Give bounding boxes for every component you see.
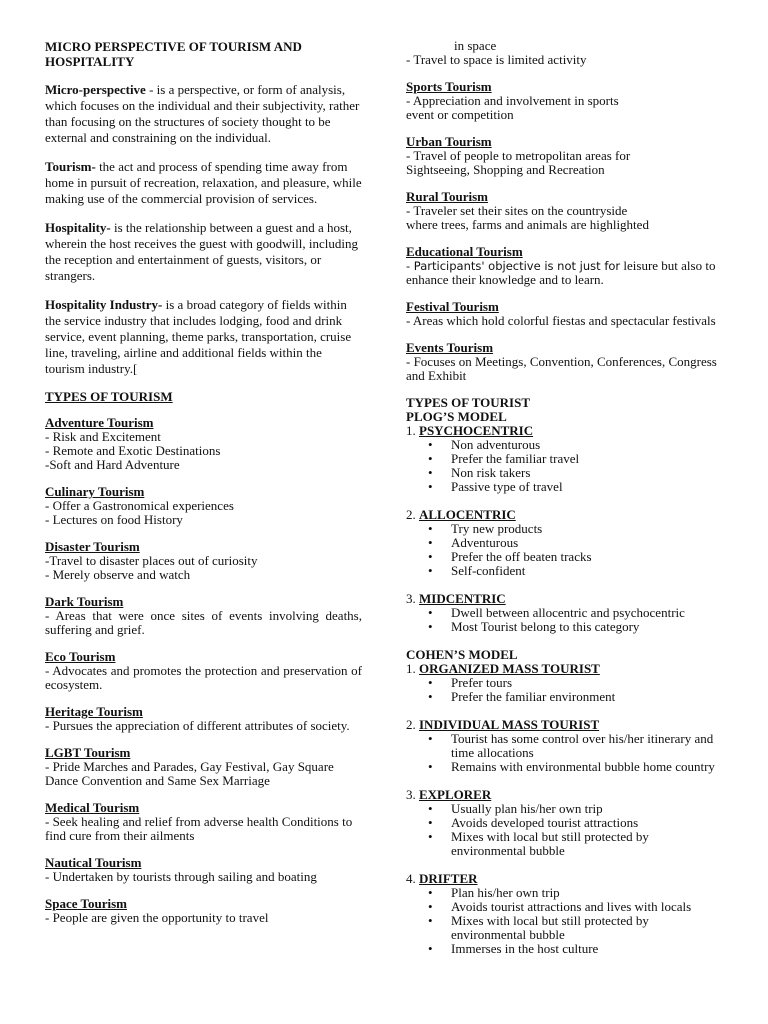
bullet-item: • Non adventurous [406, 438, 718, 452]
tourism-type-line-mixed [406, 259, 718, 273]
tourism-type-name: Urban Tourism [406, 134, 492, 149]
tourism-type-name: Eco Tourism [45, 649, 116, 664]
tourism-type-medical [45, 801, 362, 843]
tourism-type-name: Festival Tourism [406, 299, 499, 314]
group-name: ALLOCENTRIC [419, 507, 516, 522]
bullet-item: • Passive type of travel [406, 480, 718, 494]
bullet-item: • Remains with environmental bubble home country [406, 760, 718, 774]
tourism-type-nautical [45, 856, 362, 884]
group-name: PSYCHOCENTRIC [419, 423, 534, 438]
types-of-tourist-heading: TYPES OF TOURIST [406, 395, 531, 410]
tourism-type-dark [45, 595, 362, 637]
tourism-type-name: Educational Tourism [406, 244, 523, 259]
tourism-type-name: Sports Tourism [406, 79, 492, 94]
cohen-individual-mass-tourist [406, 718, 718, 774]
bullet-item: • Tourist has some control over his/her itinerary and time allocations [406, 732, 718, 760]
tourism-type-name: Nautical Tourism [45, 855, 142, 870]
bullet-item: • Usually plan his/her own trip [406, 802, 718, 816]
definition-text: is the relationship between a guest and a host, wherein the host receives the guest with goodwill, including the reception and entertainment of guests, visitors, or strangers. [45, 220, 359, 283]
bullet-list [406, 438, 718, 494]
tourism-type-heritage [45, 705, 362, 733]
group-name: EXPLORER [419, 787, 492, 802]
bullet-item: • Most Tourist belong to this category [406, 620, 718, 634]
bullet-item: • Prefer tours [406, 676, 718, 690]
bullet-item: • Non risk takers [406, 466, 718, 480]
definition-text: is a broad category of fields within the service industry that includes lodging, food and drink service, event planning, theme parks, transportation, cruise line, traveling, airline and additional fields within the tourism industry.[ [45, 297, 352, 376]
group-name: MIDCENTRIC [419, 591, 506, 606]
cohen-model-heading: COHEN’S MODEL [406, 647, 518, 662]
definition-tourism [45, 159, 362, 207]
tourism-type-line: - Travel of people to metropolitan areas for [406, 148, 631, 163]
tourism-type-line: -Travel to disaster places out of curiosity [45, 553, 258, 568]
definition-micro-perspective [45, 82, 362, 146]
tourism-type-line: - Offer a Gastronomical experiences [45, 498, 234, 513]
bullet-item: • Adventurous [406, 536, 718, 550]
tourism-type-line: - Seek healing and relief from adverse health Conditions to find cure from their ailments [45, 814, 353, 843]
bullet-item: • Prefer the familiar travel [406, 452, 718, 466]
group-number: 3. [406, 591, 416, 606]
bullet-item: • Plan his/her own trip [406, 886, 718, 900]
bullet-item: • Mixes with local but still protected by environmental bubble [406, 914, 718, 942]
tourism-type-name: Heritage Tourism [45, 704, 143, 719]
group-name: INDIVIDUAL MASS TOURIST [419, 717, 600, 732]
tourism-type-name: LGBT Tourism [45, 745, 131, 760]
space-tourism-continued [406, 39, 718, 67]
tourism-type-name: Events Tourism [406, 340, 494, 355]
tourism-type-adventure [45, 416, 362, 472]
bullet-item: • Avoids tourist attractions and lives with locals [406, 900, 718, 914]
tourism-type-name: Culinary Tourism [45, 484, 145, 499]
tourism-type-line: event or competition [406, 107, 514, 122]
plog-midcentric [406, 592, 718, 634]
tourism-type-name: Space Tourism [45, 896, 127, 911]
group-number: 3. [406, 787, 416, 802]
tourism-type-urban [406, 135, 718, 177]
tourism-type-sports [406, 80, 718, 122]
group-name: DRIFTER [419, 871, 478, 886]
tourism-type-rural [406, 190, 718, 232]
bullet-item: • Self-confident [406, 564, 718, 578]
tourism-type-line: - Merely observe and watch [45, 567, 191, 582]
cohen-organized-mass-tourist [406, 662, 718, 704]
bullet-item: • Mixes with local but still protected by environmental bubble [406, 830, 718, 858]
tourism-type-disaster [45, 540, 362, 582]
tourism-type-line: - Traveler set their sites on the countryside [406, 203, 628, 218]
tourism-type-eco [45, 650, 362, 692]
group-number: 1. [406, 423, 416, 438]
bullet-item: • Try new products [406, 522, 718, 536]
tourism-type-line: - Pride Marches and Parades, Gay Festival, Gay Square Dance Convention and Same Sex Marriage [45, 759, 334, 788]
bullet-list [406, 732, 718, 774]
bullet-item: • Avoids developed tourist attractions [406, 816, 718, 830]
tourism-type-line: enhance their knowledge and to learn. [406, 272, 604, 287]
plog-allocentric [406, 508, 718, 578]
tourism-type-line: where trees, farms and animals are highlighted [406, 217, 649, 232]
bullet-item: • Immerses in the host culture [406, 942, 718, 956]
tourism-type-line: - Lectures on food History [45, 512, 183, 527]
continued-line: - Travel to space is limited activity [406, 52, 587, 67]
cohen-explorer [406, 788, 718, 858]
definition-hospitality-industry [45, 297, 362, 377]
continued-line: in space [454, 38, 497, 53]
tourism-type-line: Sightseeing, Shopping and Recreation [406, 162, 605, 177]
tourism-type-line: - Undertaken by tourists through sailing and boating [45, 869, 317, 884]
bullet-list [406, 522, 718, 578]
tourism-type-name: Disaster Tourism [45, 539, 140, 554]
tourism-type-line: - Focuses on Meetings, Convention, Conferences, Congress and Exhibit [406, 354, 717, 383]
definition-term: Micro-perspective [45, 82, 146, 97]
group-number: 1. [406, 661, 416, 676]
bullet-list [406, 802, 718, 858]
definition-text: - is a perspective, or form of analysis, which focuses on the individual and their subjectivity, rather than focusing on the structures of society thought to be external and constraining on the individual. [45, 82, 360, 145]
bullet-list [406, 886, 718, 956]
definition-term: Tourism- [45, 159, 96, 174]
tourism-type-space [45, 897, 362, 925]
plog-psychocentric [406, 424, 718, 494]
tourism-type-name: Dark Tourism [45, 594, 124, 609]
tourism-type-line: - Risk and Excitement [45, 429, 161, 444]
bullet-item: • Dwell between allocentric and psychocentric [406, 606, 718, 620]
bullet-list [406, 606, 718, 634]
tourism-type-line: - Advocates and promotes the protection and preservation of ecosystem. [45, 663, 362, 692]
definition-term: Hospitality- [45, 220, 111, 235]
tourism-type-name: Rural Tourism [406, 189, 488, 204]
tourism-type-educational [406, 245, 718, 287]
tourism-type-line-sans: - Participants' objective is not just for [406, 259, 621, 273]
document-title: MICRO PERSPECTIVE OF TOURISM AND HOSPITALITY [45, 39, 302, 69]
plog-model-heading: PLOG’S MODEL [406, 409, 507, 424]
group-number: 2. [406, 717, 416, 732]
cohen-drifter [406, 872, 718, 956]
tourism-type-lgbt [45, 746, 362, 788]
tourism-type-line: - Appreciation and involvement in sports [406, 93, 619, 108]
tourism-type-line: - People are given the opportunity to travel [45, 910, 269, 925]
tourism-type-culinary [45, 485, 362, 527]
tourism-type-events [406, 341, 718, 383]
definition-term: Hospitality Industry- [45, 297, 163, 312]
tourism-type-line: - Areas that were once sites of events involving deaths, suffering and grief. [45, 608, 362, 637]
types-of-tourism-heading: TYPES OF TOURISM [45, 389, 173, 404]
tourism-type-line: -Soft and Hard Adventure [45, 457, 180, 472]
tourism-type-line: - Remote and Exotic Destinations [45, 443, 221, 458]
definition-text: the act and process of spending time away from home in pursuit of recreation, relaxation, and pleasure, while making use of the commercial provision of services. [45, 159, 362, 206]
group-name: ORGANIZED MASS TOURIST [419, 661, 600, 676]
bullet-item: • Prefer the off beaten tracks [406, 550, 718, 564]
tourism-type-festival [406, 300, 718, 328]
definition-hospitality [45, 220, 362, 284]
group-number: 2. [406, 507, 416, 522]
tourism-type-line: - Areas which hold colorful fiestas and spectacular festivals [406, 313, 716, 328]
left-column [45, 39, 362, 938]
tourism-type-name: Adventure Tourism [45, 415, 154, 430]
right-column [406, 39, 718, 956]
bullet-item: • Prefer the familiar environment [406, 690, 718, 704]
bullet-list [406, 676, 718, 704]
tourism-type-line-serif: leisure but also to [620, 258, 716, 273]
group-number: 4. [406, 871, 416, 886]
tourism-type-line: - Pursues the appreciation of different attributes of society. [45, 718, 350, 733]
tourism-type-name: Medical Tourism [45, 800, 140, 815]
